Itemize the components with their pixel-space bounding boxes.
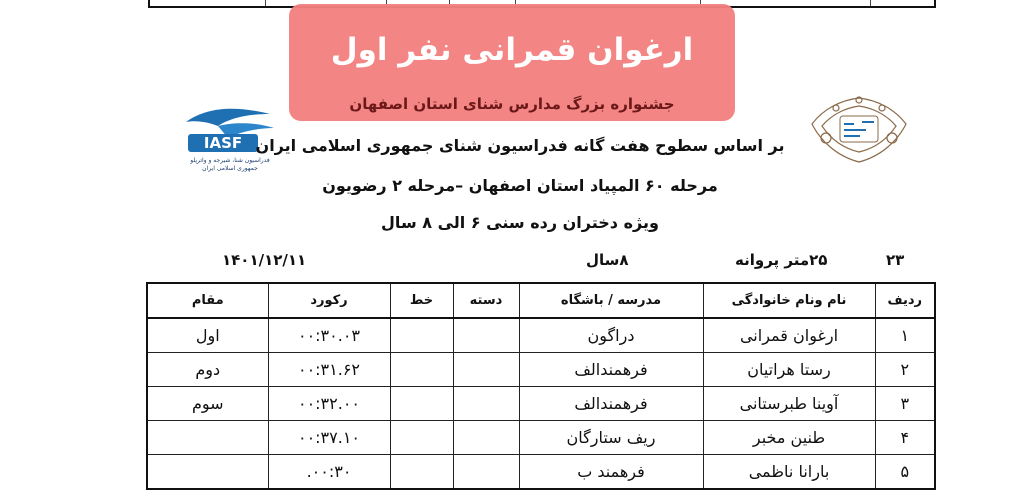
cell-group <box>453 455 519 490</box>
table-row <box>147 387 935 421</box>
header-school: مدرسه / باشگاه <box>519 283 703 318</box>
cell-place <box>147 455 268 490</box>
header-rank: ردیف <box>875 283 935 318</box>
cell-place: دوم <box>147 353 268 387</box>
event-age: ۸سال <box>586 251 629 269</box>
cell-record: ۰۰:۳۰.۰۳ <box>268 318 390 353</box>
header-place: مقام <box>147 283 268 318</box>
cell-record: ۰۰:۳۱.۶۲ <box>268 353 390 387</box>
cell-name: آوینا طبرستانی <box>703 387 875 421</box>
cell-school: فرهمند ب <box>519 455 703 490</box>
festival-subtitle: جشنواره بزرگ مدارس شنای استان اصفهان <box>349 95 675 113</box>
cell-name: طنین مخبر <box>703 421 875 455</box>
ornamental-emblem-logo <box>806 94 912 166</box>
event-number: ۲۳ <box>886 251 905 269</box>
logo-caption-1: فدراسیون شنا، شیرجه و واترپلو <box>190 157 270 164</box>
logo-text: IASF <box>203 134 243 152</box>
table-row <box>147 455 935 490</box>
cell-group <box>453 421 519 455</box>
cell-rank: ۱ <box>875 318 935 353</box>
cell-rank: ۲ <box>875 353 935 387</box>
logo-caption-2: جمهوری اسلامی ایران <box>202 165 258 172</box>
header-line-2: مرحله ۶۰ المپیاد استان اصفهان –مرحله ۲ رضویون <box>322 176 718 195</box>
cell-record: ۰۰:۳۰. <box>268 455 390 490</box>
event-name: ۲۵متر پروانه <box>735 251 828 269</box>
cell-place: سوم <box>147 387 268 421</box>
cell-lane <box>390 387 453 421</box>
cell-record: ۰۰:۳۷.۱۰ <box>268 421 390 455</box>
cell-rank: ۳ <box>875 387 935 421</box>
cell-record: ۰۰:۳۲.۰۰ <box>268 387 390 421</box>
header-group: دسته <box>453 283 519 318</box>
banner-title: ارغوان قمرانی نفر اول <box>330 32 694 68</box>
cell-school: فرهمندالف <box>519 387 703 421</box>
cell-lane <box>390 353 453 387</box>
cell-rank: ۵ <box>875 455 935 490</box>
cell-lane <box>390 318 453 353</box>
emblem-icon <box>806 94 912 166</box>
cell-lane <box>390 455 453 490</box>
cell-school: دراگون <box>519 318 703 353</box>
table-header-row <box>147 283 935 318</box>
cell-group <box>453 353 519 387</box>
cell-group <box>453 318 519 353</box>
cell-name: ارغوان قمرانی <box>703 318 875 353</box>
table-row <box>147 318 935 353</box>
cell-place <box>147 421 268 455</box>
header-line-3: ویژه دختران رده سنی ۶ الی ۸ سال <box>381 213 659 232</box>
cell-place: اول <box>147 318 268 353</box>
cell-school: فرهمندالف <box>519 353 703 387</box>
table-row <box>147 421 935 455</box>
cell-rank: ۴ <box>875 421 935 455</box>
header-lane: خط <box>390 283 453 318</box>
cell-name: رستا هراتیان <box>703 353 875 387</box>
results-table <box>146 282 936 490</box>
cell-group <box>453 387 519 421</box>
event-date: ۱۴۰۱/۱۲/۱۱ <box>222 251 307 269</box>
cell-name: بارانا ناظمی <box>703 455 875 490</box>
header-name: نام ونام خانوادگی <box>703 283 875 318</box>
header-line-1: بر اساس سطوح هفت گانه فدراسیون شنای جمهوری اسلامی ایران <box>255 136 785 155</box>
cell-lane <box>390 421 453 455</box>
table-row <box>147 353 935 387</box>
header-record: رکورد <box>268 283 390 318</box>
cell-school: ریف ستارگان <box>519 421 703 455</box>
